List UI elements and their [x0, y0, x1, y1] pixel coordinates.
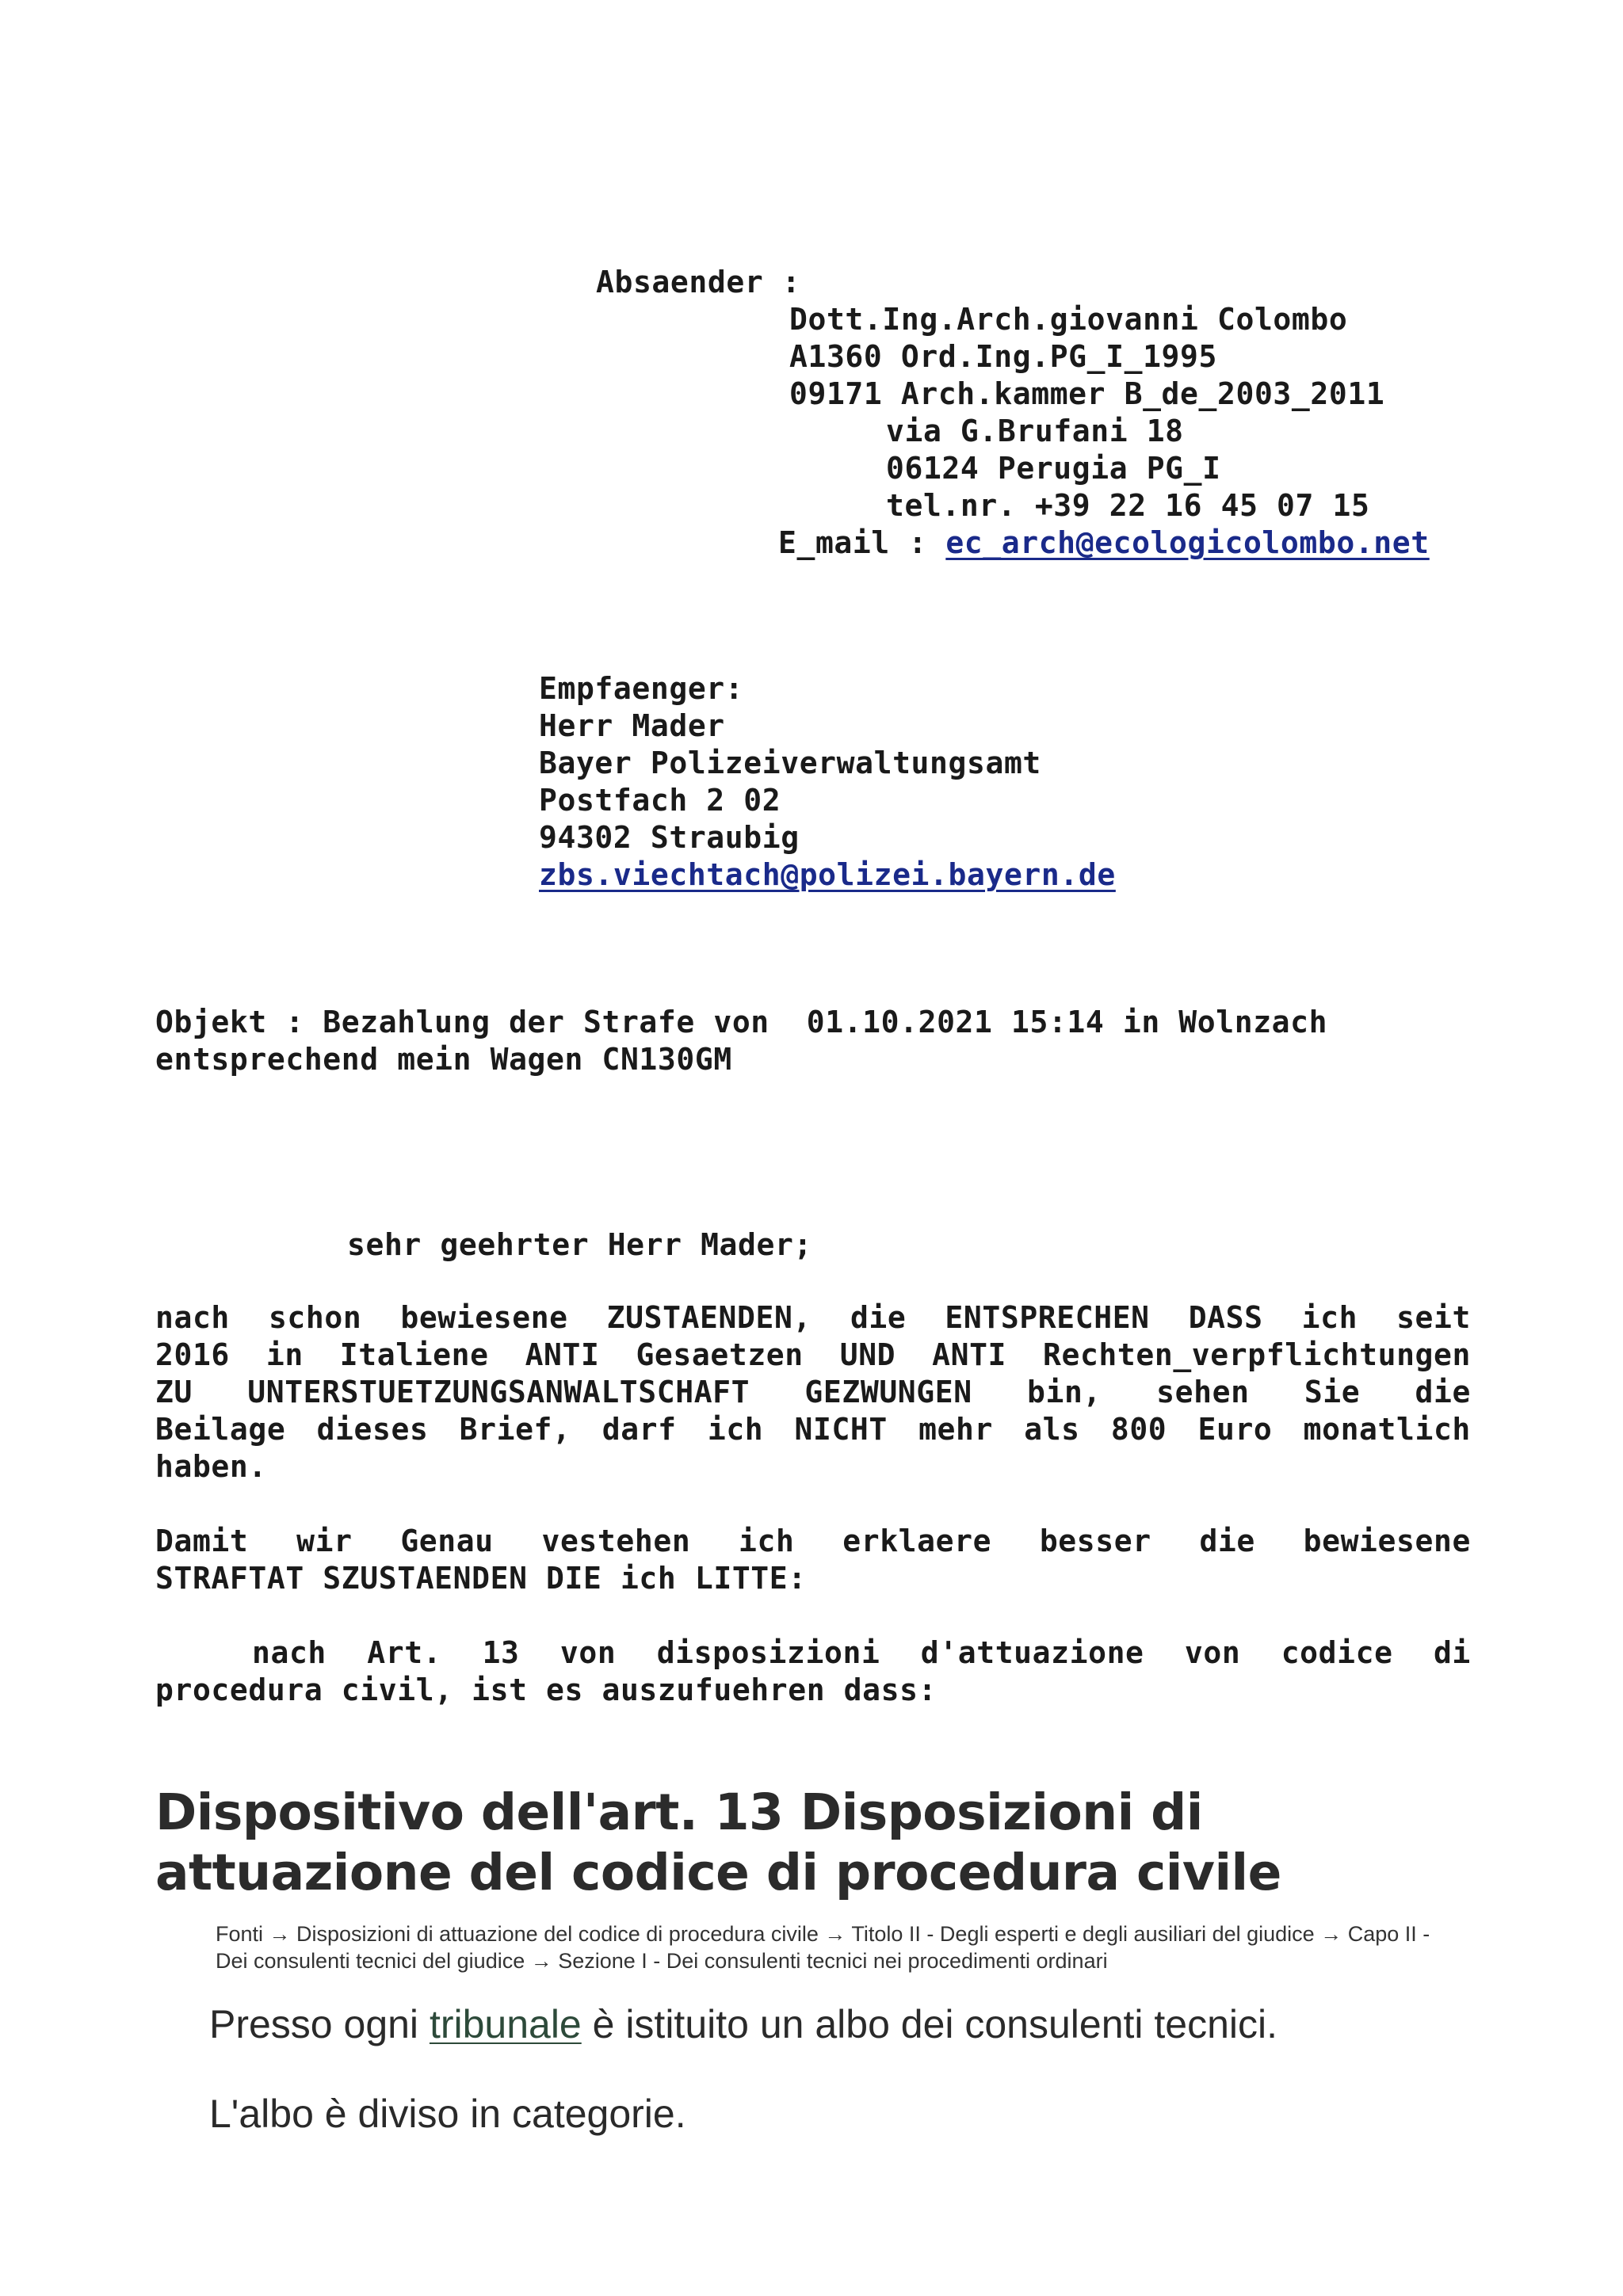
- word: Art.: [367, 1635, 442, 1670]
- tribunale-link[interactable]: tribunale: [429, 2002, 582, 2046]
- word: von: [1184, 1635, 1241, 1670]
- word: ANTI: [932, 1337, 1007, 1372]
- word: darf: [601, 1412, 677, 1447]
- salutation: sehr geehrter Herr Mader;: [347, 1227, 812, 1262]
- word: von: [559, 1635, 617, 1670]
- sender-email-line: [778, 524, 1430, 562]
- sender-email-label: E_mail :: [778, 525, 946, 560]
- article-sentence-2: L'albo è diviso in categorie.: [209, 2092, 686, 2136]
- recipient-city: 94302 Straubig: [539, 820, 800, 855]
- sender-label: Absaender :: [596, 265, 801, 299]
- word: monatlich: [1303, 1412, 1471, 1447]
- paragraph-2-last-line: STRAFTAT SZUSTAENDEN DIE ich LITTE:: [155, 1561, 807, 1596]
- recipient-postbox: Postfach 2 02: [539, 783, 781, 818]
- word: NICHT: [794, 1412, 888, 1447]
- sender-ordine-ing: A1360 Ord.Ing.PG_I_1995: [789, 339, 1217, 374]
- word: Sie: [1304, 1375, 1361, 1409]
- paragraph-1-line: [155, 1299, 1471, 1337]
- word: die: [1199, 1524, 1255, 1558]
- subject-line-1: Objekt : Bezahlung der Strafe von 01.10.2021 15:14 in Wolnzach: [155, 1005, 1328, 1039]
- word: ich: [707, 1412, 764, 1447]
- word: ANTI: [525, 1337, 600, 1372]
- sender-street: via G.Brufani 18: [886, 414, 1184, 448]
- word: codice: [1281, 1635, 1393, 1670]
- recipient-office: Bayer Polizeiverwaltungsamt: [539, 746, 1041, 780]
- recipient-email-link[interactable]: [539, 856, 1116, 894]
- word: bewiesene: [1303, 1524, 1471, 1558]
- word: wir: [296, 1524, 353, 1558]
- word: Brief,: [459, 1412, 571, 1447]
- word: Italiene: [339, 1337, 489, 1372]
- sentence-1-end: è istituito un albo dei consulenti tecnici.: [581, 2002, 1278, 2046]
- word: DASS: [1188, 1300, 1263, 1335]
- word: d'attuazione: [920, 1635, 1144, 1670]
- word: ich: [1301, 1300, 1358, 1335]
- word: 2016: [155, 1337, 230, 1372]
- recipient-name: Herr Mader: [539, 708, 725, 743]
- word: die: [1415, 1375, 1471, 1409]
- recipient-email-text[interactable]: zbs.viechtach@polizei.bayern.de: [539, 857, 1116, 892]
- word: nach: [155, 1300, 230, 1335]
- word: Euro: [1197, 1412, 1273, 1447]
- paragraph-3-line: [155, 1634, 1471, 1672]
- word: besser: [1039, 1524, 1151, 1558]
- word: ZU: [155, 1375, 193, 1409]
- word: vestehen: [541, 1524, 691, 1558]
- word: Rechten_verpflichtungen: [1042, 1337, 1471, 1372]
- word: Beilage: [155, 1412, 286, 1447]
- word: mehr: [918, 1412, 993, 1447]
- sender-arch-kammer: 09171 Arch.kammer B_de_2003_2011: [789, 376, 1385, 411]
- word: ZUSTAENDEN,: [606, 1300, 812, 1335]
- paragraph-1-line: [155, 1411, 1471, 1448]
- word: bin,: [1026, 1375, 1102, 1409]
- sender-city: 06124 Perugia PG_I: [886, 451, 1221, 486]
- word: schon: [268, 1300, 362, 1335]
- sender-name: Dott.Ing.Arch.giovanni Colombo: [789, 302, 1348, 337]
- paragraph-3: [155, 1634, 1471, 1709]
- sender-email-link[interactable]: ec_arch@ecologicolombo.net: [945, 525, 1430, 560]
- article-sentence-1: [209, 2000, 1277, 2048]
- word: sehen: [1156, 1375, 1250, 1409]
- word: UNTERSTUETZUNGSANWALTSCHAFT: [247, 1375, 750, 1409]
- word: Genau: [400, 1524, 494, 1558]
- word: ENTSPRECHEN: [945, 1300, 1150, 1335]
- word: Gesaetzen: [636, 1337, 804, 1372]
- paragraph-1: [155, 1299, 1471, 1486]
- word: 13: [482, 1635, 520, 1670]
- sender-phone: tel.nr. +39 22 16 45 07 15: [886, 488, 1370, 523]
- word: di: [1433, 1635, 1471, 1670]
- word: UND: [839, 1337, 896, 1372]
- article-heading: Dispositivo dell'art. 13 Disposizioni di attuazione del codice di procedura civile: [155, 1783, 1281, 1901]
- paragraph-1-last-line: haben.: [155, 1449, 267, 1484]
- word: disposizioni: [656, 1635, 880, 1670]
- word: GEZWUNGEN: [804, 1375, 972, 1409]
- recipient-label: Empfaenger:: [539, 671, 744, 706]
- article-breadcrumb: Fonti → Disposizioni di attuazione del codice di procedura civile → Titolo II - Degli esperti e degli ausiliari del giudice → Capo II - Dei consulenti tecnici del giudice → Sezione I - Dei consulenti tecnici nei procedimenti ordinari: [216, 1922, 1430, 1973]
- paragraph-1-line: [155, 1337, 1471, 1374]
- paragraph-2-line: [155, 1523, 1471, 1560]
- paragraph-1-line: [155, 1374, 1471, 1411]
- word: ich: [739, 1524, 795, 1558]
- word: 800: [1110, 1412, 1167, 1447]
- word: Damit: [155, 1524, 249, 1558]
- word: bewiesene: [400, 1300, 568, 1335]
- subject-line-2: entsprechend mein Wagen CN130GM: [155, 1042, 732, 1077]
- word: als: [1024, 1412, 1080, 1447]
- paragraph-2: [155, 1523, 1471, 1597]
- paragraph-3-last-line: procedura civil, ist es auszufuehren dass:: [155, 1672, 938, 1707]
- word: nach: [252, 1635, 327, 1670]
- word: seit: [1396, 1300, 1471, 1335]
- word: erklaere: [842, 1524, 992, 1558]
- word: die: [850, 1300, 907, 1335]
- word: dieses: [316, 1412, 429, 1447]
- sentence-1-start: Presso ogni: [209, 2002, 430, 2046]
- word: in: [265, 1337, 304, 1372]
